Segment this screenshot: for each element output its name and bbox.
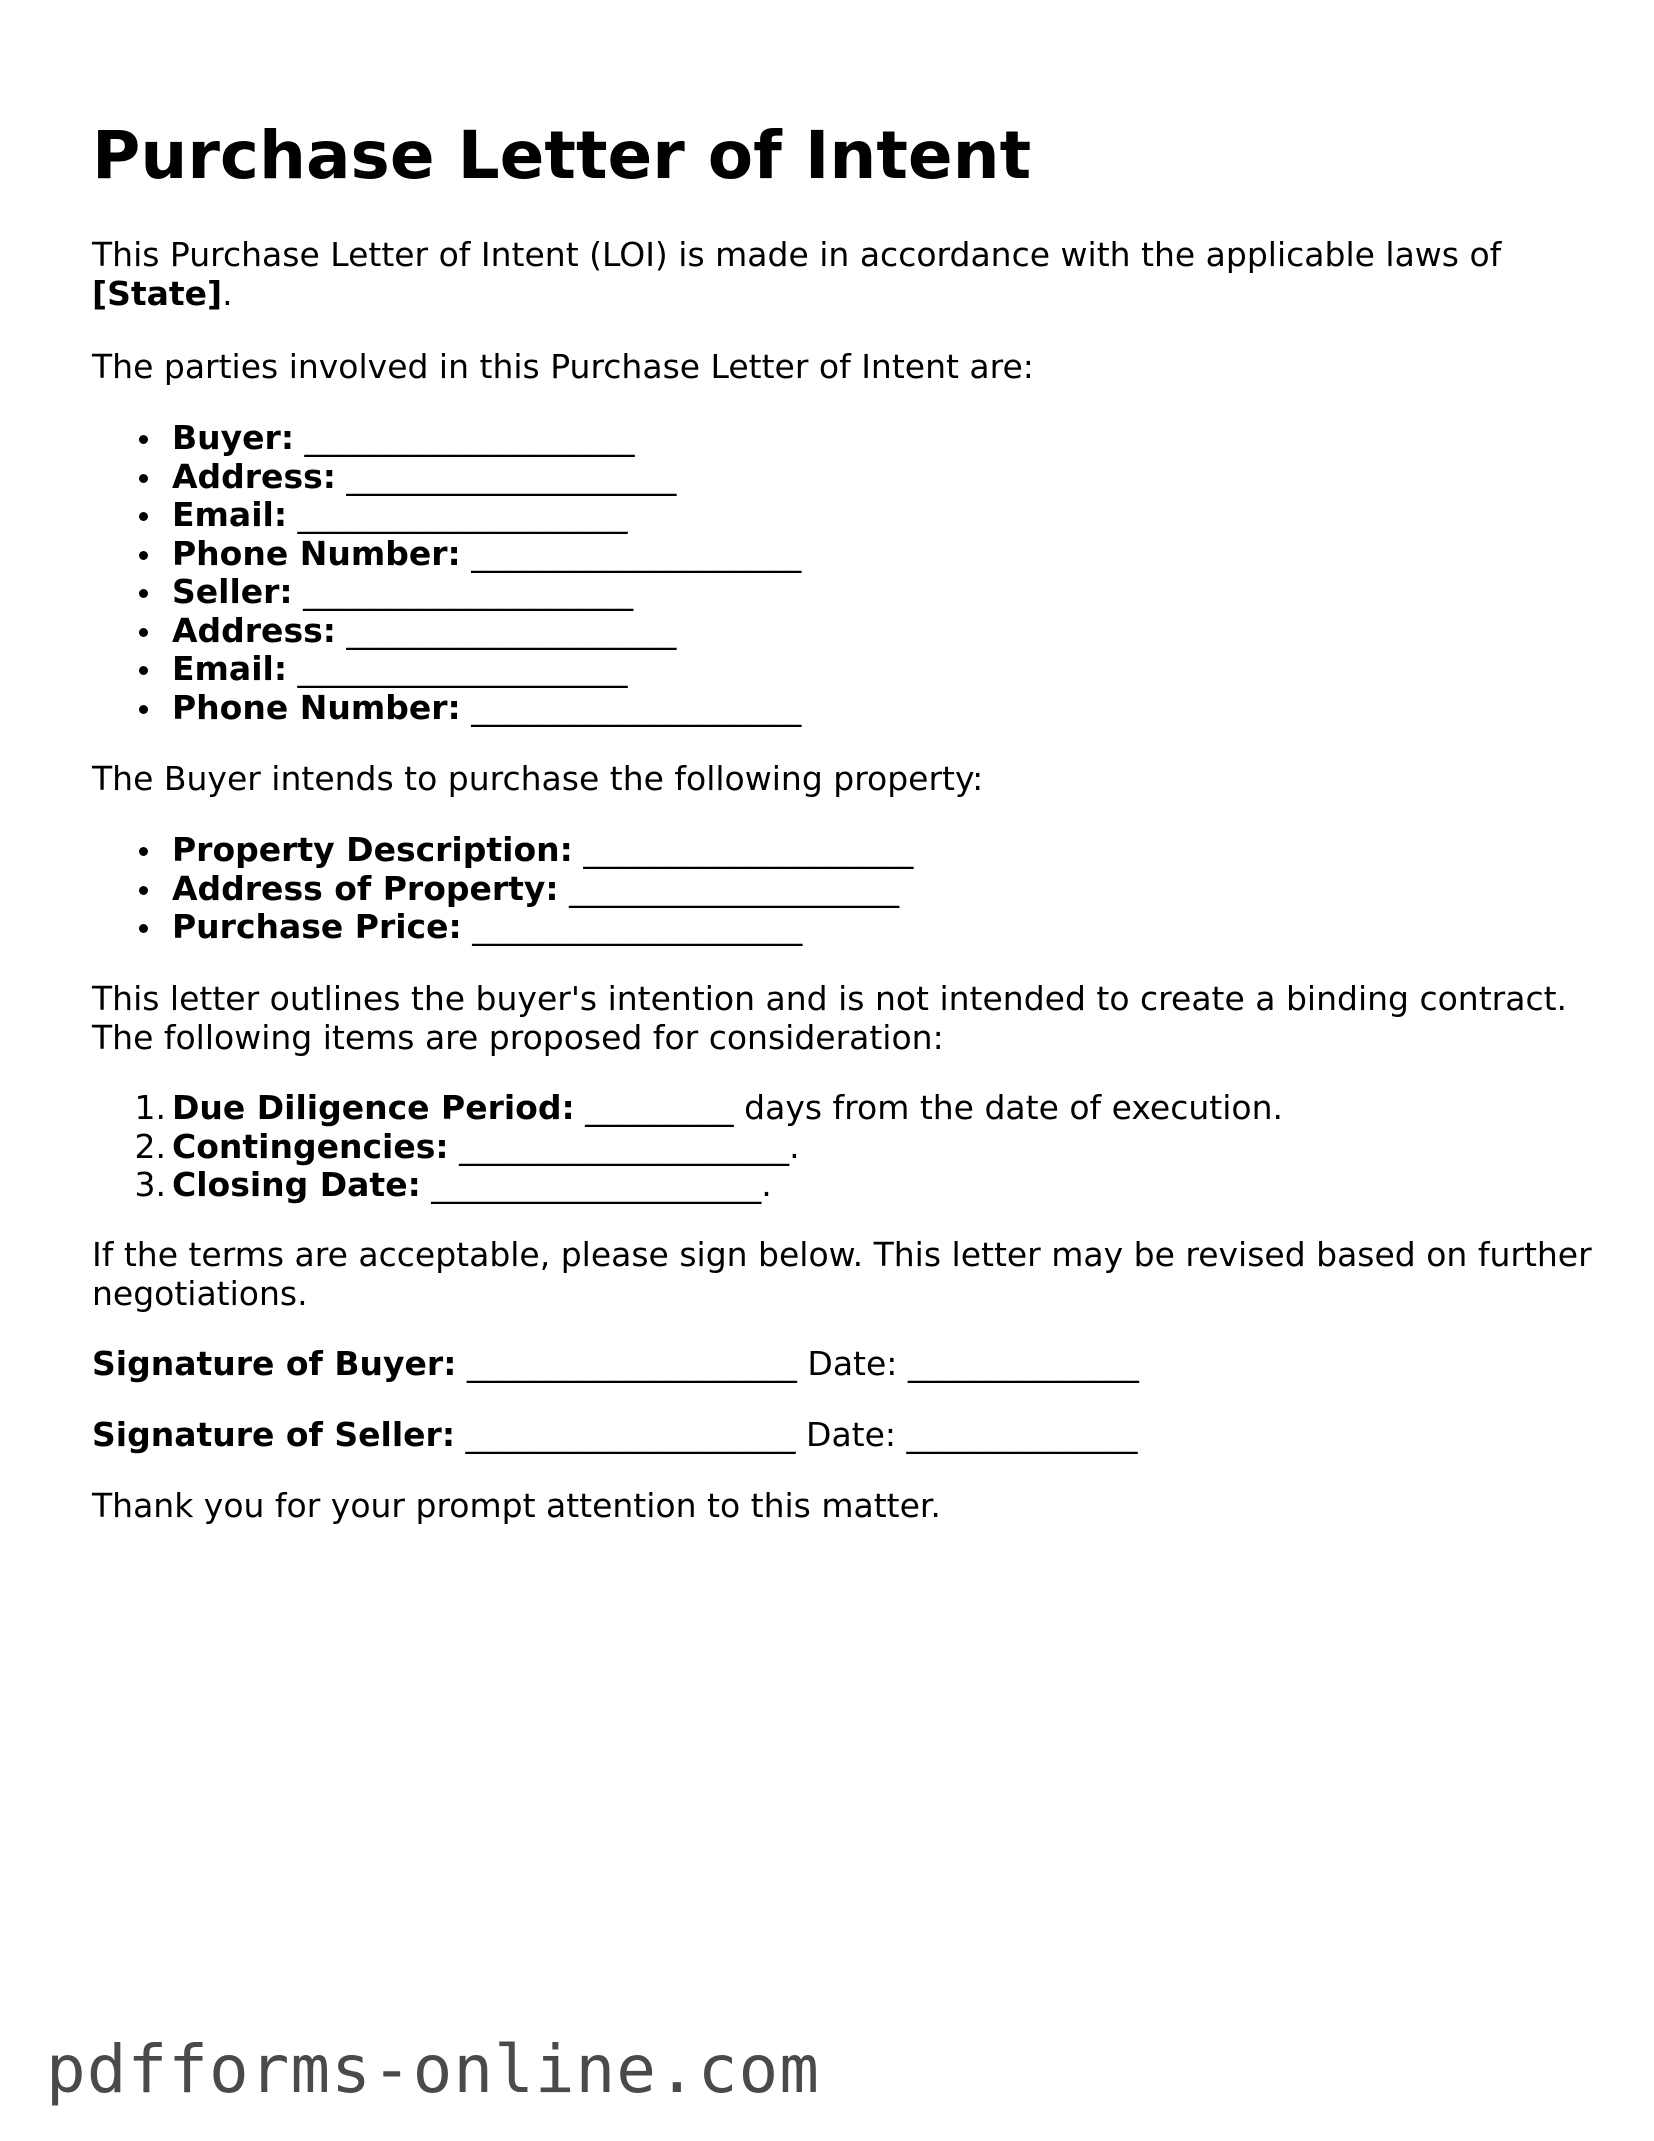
list-item <box>92 908 913 947</box>
field-label: Email: <box>172 495 288 534</box>
parties-list <box>92 419 801 727</box>
watermark: pdfforms-online.com <box>46 2031 820 2108</box>
intro-period: . <box>222 273 233 313</box>
date-label: Date: <box>806 1415 897 1454</box>
field-label: Property Description: <box>172 830 573 869</box>
date-label: Date: <box>807 1344 898 1383</box>
list-item <box>92 831 913 870</box>
seller-signature-line <box>92 1416 1592 1455</box>
item-suffix: . <box>789 1126 800 1166</box>
fill-blank[interactable]: _________ <box>585 1088 734 1127</box>
fill-blank[interactable]: ____________________ <box>346 610 677 650</box>
list-item <box>92 1089 1283 1128</box>
fill-blank[interactable]: ____________________ <box>304 418 635 457</box>
field-label: Address: <box>172 610 336 650</box>
property-intro: The Buyer intends to purchase the following property: <box>92 759 984 798</box>
field-label: Buyer: <box>172 418 295 457</box>
field-label: Address: <box>172 456 336 496</box>
list-item <box>92 1128 1283 1167</box>
sign-intro: If the terms are acceptable, please sign below. This letter may be revised based on further negotiations. <box>92 1235 1592 1313</box>
list-item <box>92 689 801 728</box>
item-number: 3. <box>134 1165 166 1204</box>
field-label: Purchase Price: <box>172 907 462 946</box>
list-item <box>92 573 801 612</box>
list-item <box>92 1166 1283 1205</box>
item-suffix: . <box>761 1165 772 1204</box>
list-item <box>92 458 801 497</box>
fill-blank[interactable]: ____________________ <box>471 687 802 727</box>
field-label: Phone Number: <box>172 533 461 573</box>
field-label: Phone Number: <box>172 687 461 727</box>
fill-blank[interactable]: ____________________ <box>583 830 914 869</box>
page-title: Purchase Letter of Intent <box>92 117 1032 194</box>
terms-list <box>92 1089 1283 1205</box>
list-item <box>92 650 801 689</box>
date-blank[interactable]: ______________ <box>906 1415 1138 1454</box>
field-label: Email: <box>172 649 288 688</box>
signature-label: Signature of Buyer: <box>92 1344 457 1383</box>
item-number: 2. <box>134 1126 166 1166</box>
fill-blank[interactable]: ____________________ <box>431 1165 762 1204</box>
signature-blank[interactable]: ____________________ <box>465 1415 796 1454</box>
fill-blank[interactable]: ____________________ <box>472 907 803 946</box>
list-item <box>92 535 801 574</box>
list-item <box>92 870 913 909</box>
list-item <box>92 419 801 458</box>
parties-intro: The parties involved in this Purchase Letter of Intent are: <box>92 347 1034 386</box>
date-blank[interactable]: ______________ <box>907 1344 1139 1383</box>
fill-blank[interactable]: ____________________ <box>471 533 802 573</box>
terms-intro: This letter outlines the buyer's intention and is not intended to create a binding contract. The following items are proposed for consideration: <box>92 979 1568 1057</box>
fill-blank[interactable]: ____________________ <box>303 572 634 611</box>
field-label: Seller: <box>172 572 293 611</box>
signature-label: Signature of Seller: <box>92 1415 456 1454</box>
list-item <box>92 612 801 651</box>
field-label: Contingencies: <box>172 1126 449 1166</box>
fill-blank[interactable]: ____________________ <box>569 868 900 908</box>
state-placeholder: [State] <box>92 273 223 313</box>
item-suffix: days from the date of execution. <box>744 1088 1283 1127</box>
field-label: Due Diligence Period: <box>172 1088 575 1127</box>
item-number: 1. <box>134 1088 166 1127</box>
fill-blank[interactable]: ____________________ <box>459 1126 790 1166</box>
property-list <box>92 831 913 947</box>
intro-text: This Purchase Letter of Intent (LOI) is made in accordance with the applicable laws of <box>92 235 1502 274</box>
fill-blank[interactable]: ____________________ <box>297 495 628 534</box>
signature-blank[interactable]: ____________________ <box>466 1344 797 1383</box>
fill-blank[interactable]: ____________________ <box>297 649 628 688</box>
buyer-signature-line <box>92 1345 1592 1384</box>
intro-paragraph <box>92 236 1592 313</box>
closing-line: Thank you for your prompt attention to this matter. <box>92 1486 941 1525</box>
field-label: Closing Date: <box>172 1165 421 1204</box>
fill-blank[interactable]: ____________________ <box>346 456 677 496</box>
field-label: Address of Property: <box>172 868 559 908</box>
list-item <box>92 496 801 535</box>
